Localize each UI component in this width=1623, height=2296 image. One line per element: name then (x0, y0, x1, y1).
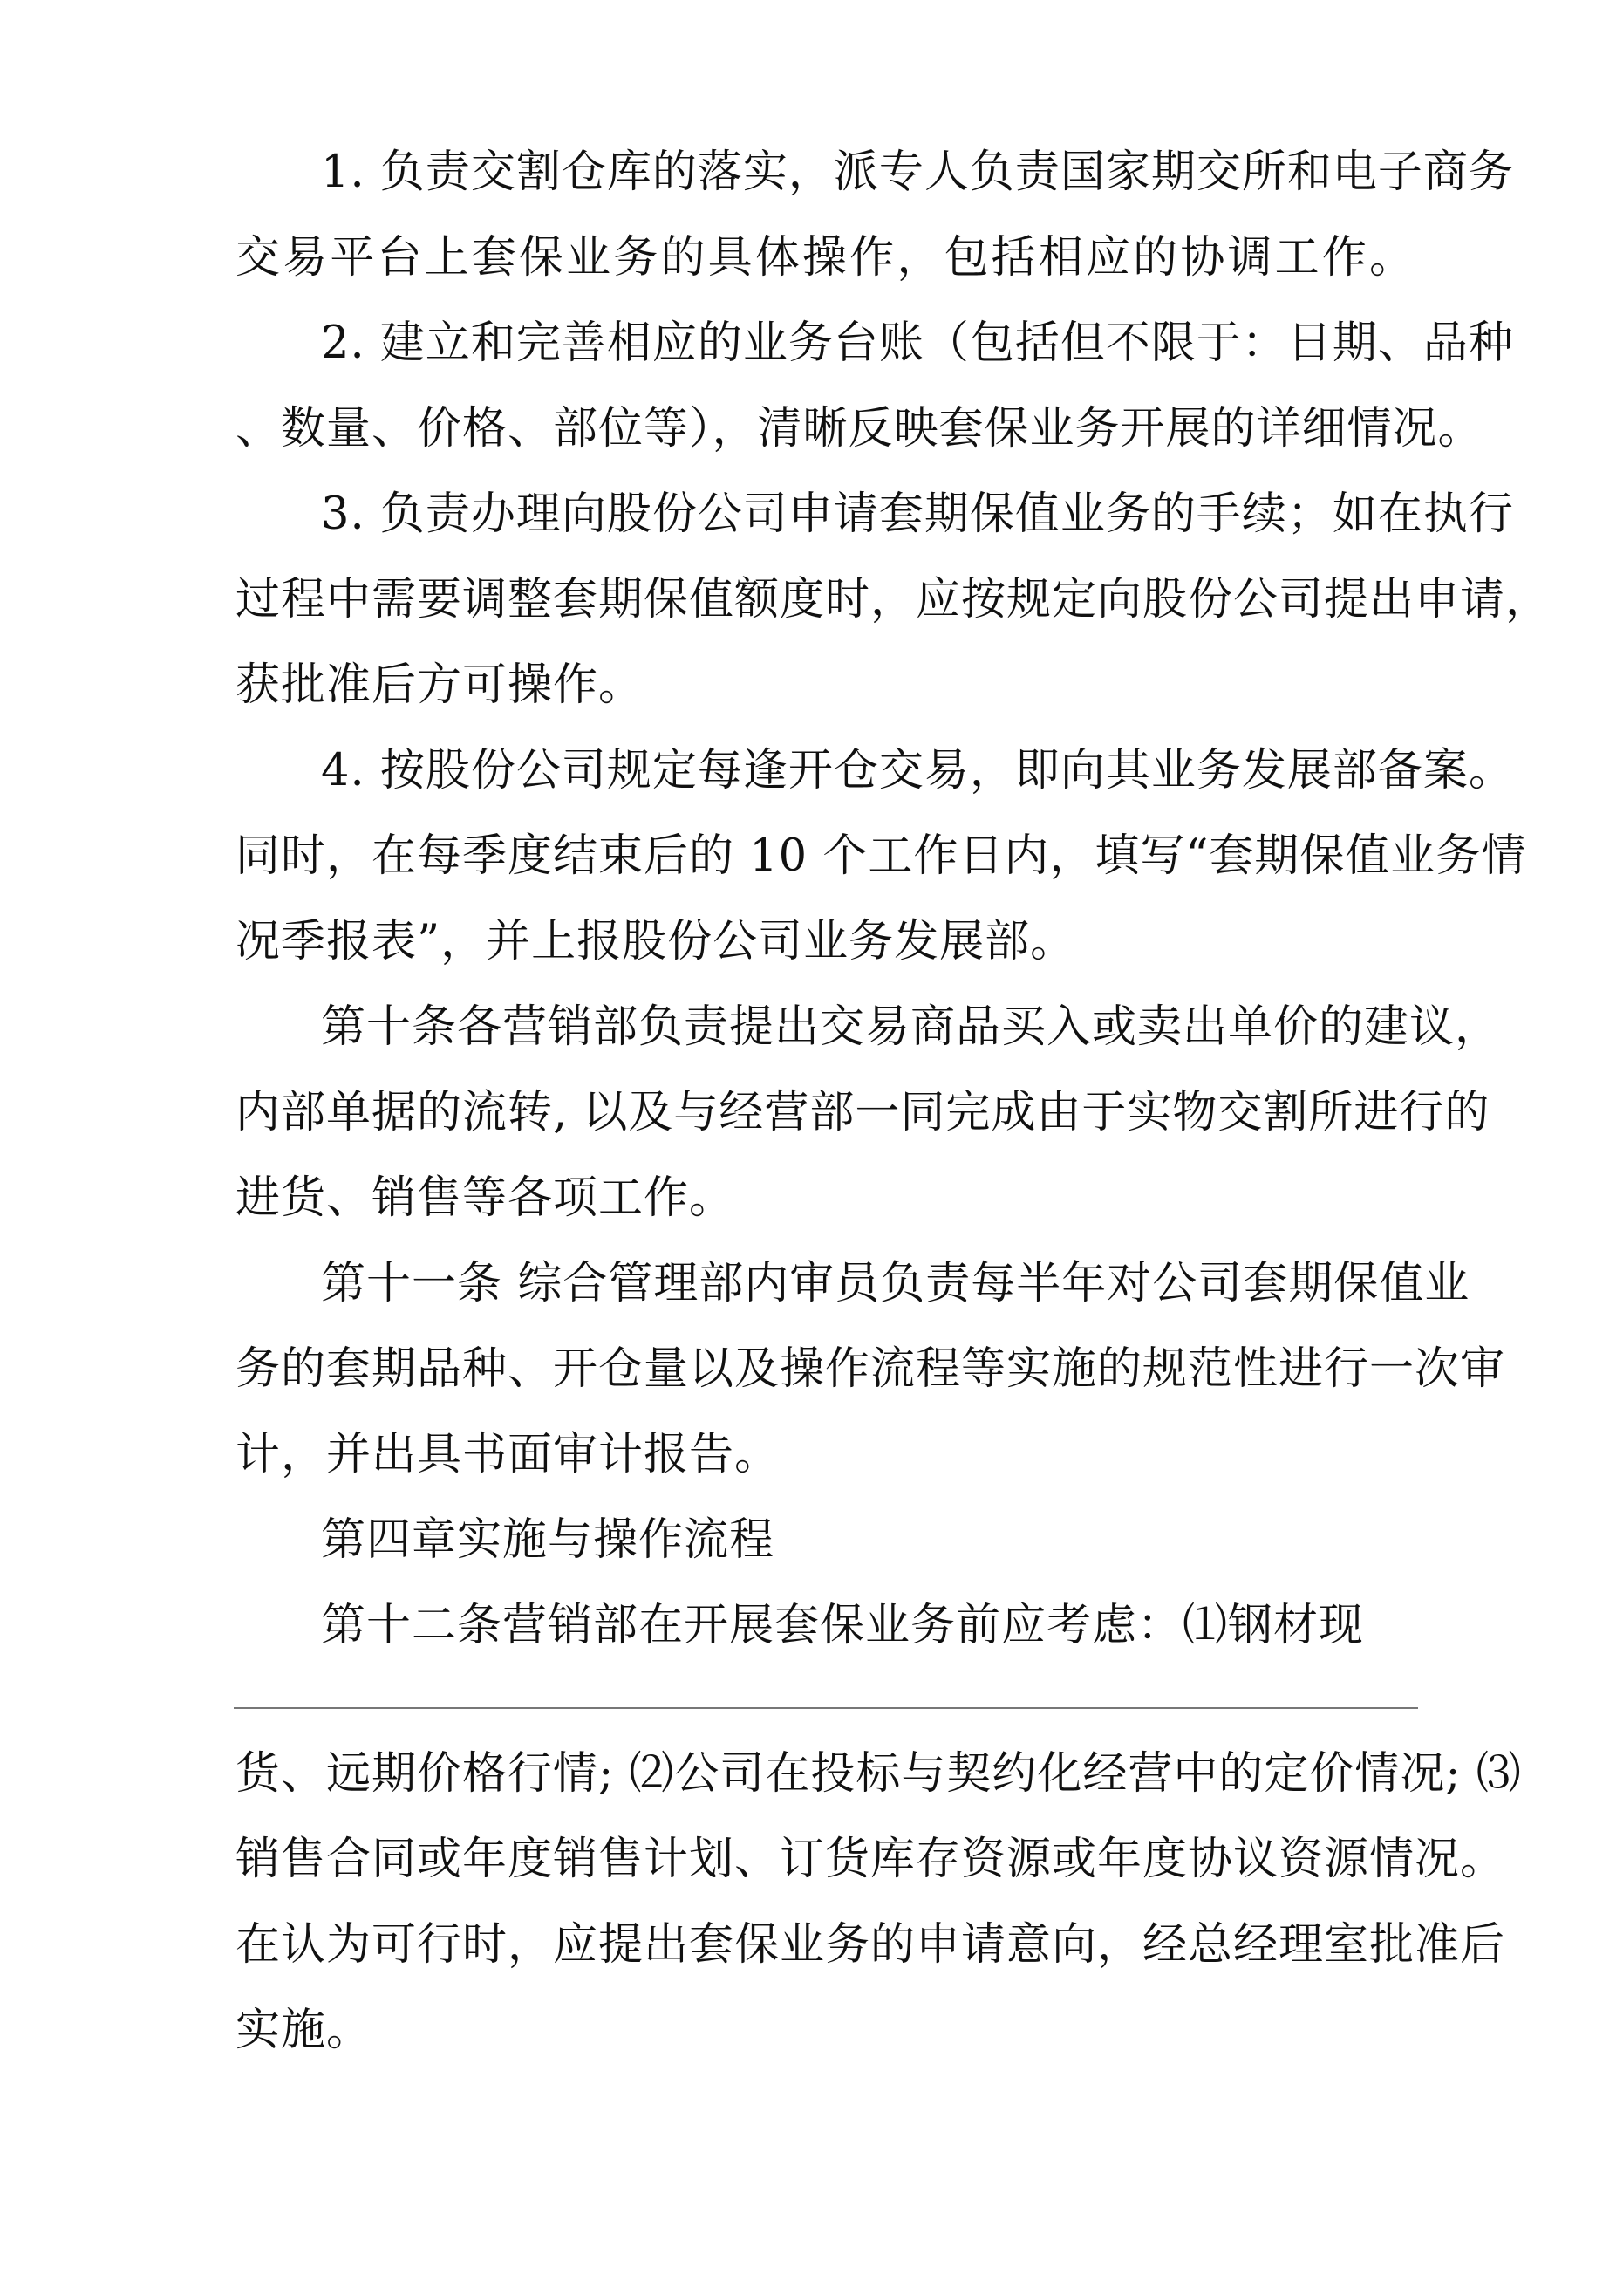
text-line: 同时，在每季度结束后的 10 个工作日内，填写“套期保值业务情 (235, 830, 1527, 882)
text-line: 1. 负责交割仓库的落实，派专人负责国家期交所和电子商务 (321, 147, 1514, 198)
text-line: 获批准后方可操作。 (235, 659, 644, 711)
text-line: 况季报表”，并上报股份公司业务发展部。 (235, 916, 1076, 967)
text-line: 3. 负责办理向股份公司申请套期保值业务的手续；如在执行 (321, 489, 1514, 540)
text-line: 第十条各营销部负责提出交易商品买入或卖出单价的建议， (321, 1001, 1501, 1053)
text-line: 交易平台上套保业务的具体操作，包括相应的协调工作。 (235, 232, 1415, 284)
text-line: 货、远期价格行情; ⑵公司在投标与契约化经营中的定价情况; ⑶ (235, 1748, 1522, 1800)
page-divider (234, 1707, 1418, 1709)
text-line: 务的套期品种、开仓量以及操作流程等实施的规范性进行一次审 (235, 1343, 1506, 1395)
text-line: 实施。 (235, 2005, 372, 2056)
text-line: 进货、销售等各项工作。 (235, 1172, 735, 1224)
text-line: 、数量、价格、部位等），清晰反映套保业务开展的详细情况。 (235, 403, 1483, 454)
text-line: 内部单据的流转, 以及与经营部一同完成由于实物交割所进行的 (235, 1087, 1490, 1138)
text-line: 过程中需要调整套期保值额度时，应按规定向股份公司提出申请， (235, 574, 1551, 625)
text-line: 2. 建立和完善相应的业务台账（包括但不限于：日期、品种 (321, 318, 1514, 369)
text-line: 4. 按股份公司规定每逢开仓交易，即向其业务发展部备案。 (321, 745, 1514, 796)
text-line: 销售合同或年度销售计划、订货库存资源或年度协议资源情况。 (235, 1834, 1506, 1885)
text-line: 第十一条 综合管理部内审员负责每半年对公司套期保值业 (321, 1258, 1470, 1309)
text-line: 计，并出具书面审计报告。 (235, 1429, 781, 1480)
text-line: 第十二条营销部在开展套保业务前应考虑：⑴钢材现 (321, 1600, 1365, 1651)
section-heading: 第四章实施与操作流程 (321, 1514, 775, 1566)
text-line: 在认为可行时，应提出套保业务的申请意向，经总经理室批准后 (235, 1919, 1506, 1971)
